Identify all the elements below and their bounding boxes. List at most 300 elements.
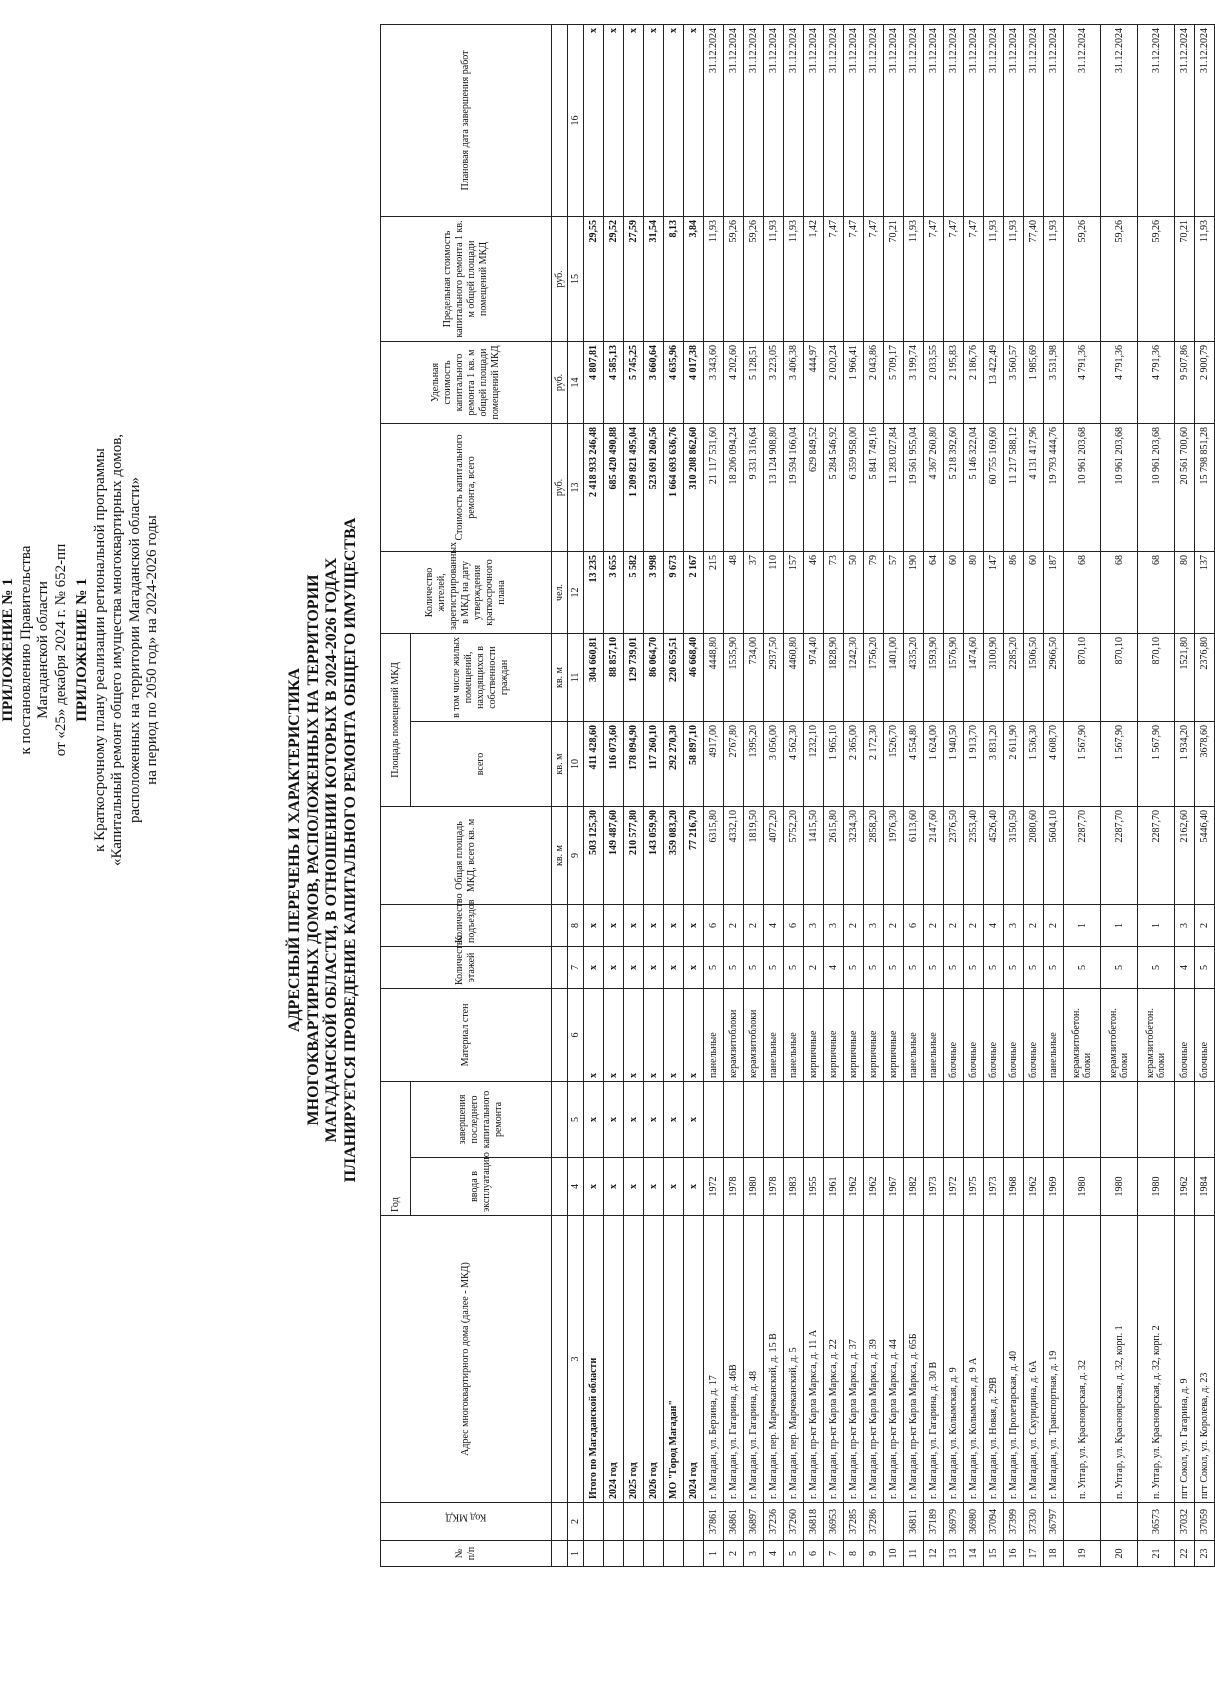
table-cell: блочные — [1024, 988, 1044, 1081]
table-cell: 2 — [844, 904, 864, 946]
table-cell — [744, 1081, 764, 1157]
table-cell: 7 — [824, 1541, 844, 1567]
table-cell: 3 660,64 — [644, 341, 664, 423]
table-cell: 110 — [764, 551, 784, 633]
header-line: «Капитальный ремонт общего имущества многоквартирных домов, — [109, 433, 125, 867]
table-cell: x — [684, 1158, 704, 1216]
table-cell: 5 146 322,04 — [964, 423, 984, 551]
table-cell — [864, 1081, 884, 1157]
table-cell: 59,26 — [1138, 216, 1175, 341]
table-cell: 4 — [1175, 946, 1195, 988]
table-cell: x — [584, 988, 604, 1081]
table-cell: 31.12.2024 — [964, 24, 984, 216]
table-cell: кирпичные — [864, 988, 884, 1081]
table-cell: 64 — [924, 551, 944, 633]
table-cell: МО "Город Магадан" — [664, 1216, 684, 1503]
table-cell: 31.12.2024 — [1138, 24, 1175, 216]
table-cell: пгт Сокол, ул. Гагарина, д. 9 — [1175, 1216, 1195, 1503]
table-cell: 1 536,30 — [1024, 721, 1044, 806]
table-cell: 2966,50 — [1044, 633, 1064, 721]
table-row — [684, 24, 704, 1566]
table-cell: блочные — [984, 988, 1004, 1081]
table-cell — [1064, 1503, 1101, 1541]
table-cell: 59,26 — [724, 216, 744, 341]
table-cell: 5 709,17 — [884, 341, 904, 423]
table-cell: панельные — [904, 988, 924, 1081]
table-cell: 4917,00 — [704, 721, 724, 806]
header-cost-total: Стоимость капитального ремонта, всего — [381, 423, 552, 551]
table-cell: 16 — [568, 24, 584, 216]
table-cell: 1 985,69 — [1024, 341, 1044, 423]
table-cell: 2 365,00 — [844, 721, 864, 806]
header-end-date: Плановая дата завершения работ — [381, 24, 552, 216]
table-cell: 5 582 — [624, 551, 644, 633]
table-row — [804, 24, 824, 1566]
table-cell: 1976,30 — [884, 806, 904, 904]
table-cell — [964, 1081, 984, 1157]
table-cell: 31.12.2024 — [1064, 24, 1101, 216]
table-cell: 2 — [1024, 904, 1044, 946]
table-cell: 4526,40 — [984, 806, 1004, 904]
table-cell: 2767,80 — [724, 721, 744, 806]
table-cell: x — [664, 1081, 684, 1157]
table-cell: 5 284 546,92 — [824, 423, 844, 551]
table-cell: 12 — [568, 551, 584, 633]
table-cell: 1969 — [1044, 1158, 1064, 1216]
table-cell: 4448,80 — [704, 633, 724, 721]
table-cell: 1232,10 — [804, 721, 824, 806]
table-cell: 3 — [1175, 904, 1195, 946]
table-cell: 6113,60 — [904, 806, 924, 904]
table-cell: 5 — [984, 946, 1004, 988]
table-cell: 37285 — [844, 1503, 864, 1541]
table-cell: 3 199,74 — [904, 341, 924, 423]
table-cell: блочные — [964, 988, 984, 1081]
table-cell: 9 — [568, 806, 584, 904]
table-cell: 68 — [1064, 551, 1101, 633]
table-cell: x — [644, 24, 664, 216]
table-row — [664, 24, 684, 1566]
table-cell: панельные — [764, 988, 784, 1081]
table-cell: 1 567,90 — [1138, 721, 1175, 806]
table-cell: 1593,90 — [924, 633, 944, 721]
table-cell — [552, 1503, 568, 1541]
header-residents: Количество жителей, зарегистрированных в МКД на дату утверждения краткосрочного плана — [381, 551, 552, 633]
table-cell: 3 831,20 — [984, 721, 1004, 806]
table-cell — [944, 1081, 964, 1157]
header-code: Код МКД — [381, 1503, 552, 1541]
table-cell: 2024 год — [684, 1216, 704, 1503]
table-cell: 870,10 — [1138, 633, 1175, 721]
table-cell: 1819,50 — [744, 806, 764, 904]
table-cell: г. Магадан, ул. Гагарина, д. 30 В — [924, 1216, 944, 1503]
table-cell: 1961 — [824, 1158, 844, 1216]
table-cell: 36980 — [964, 1503, 984, 1541]
table-row — [1138, 24, 1175, 1566]
table-cell: x — [604, 904, 624, 946]
table-cell: 1 209 821 495,04 — [624, 423, 644, 551]
table-cell: x — [664, 946, 684, 988]
table-cell: 2285,20 — [1004, 633, 1024, 721]
table-cell: x — [684, 988, 704, 1081]
table-cell: 2615,80 — [824, 806, 844, 904]
table-cell: x — [644, 904, 664, 946]
table-cell: 9 331 316,64 — [744, 423, 764, 551]
table-cell: 117 260,10 — [644, 721, 664, 806]
table-cell: 310 208 862,60 — [684, 423, 704, 551]
table-cell: 6 — [904, 904, 924, 946]
table-cell: 1474,60 — [964, 633, 984, 721]
table-cell: 4332,10 — [724, 806, 744, 904]
table-cell: 50 — [844, 551, 864, 633]
table-cell: 1401,00 — [884, 633, 904, 721]
table-cell: 31.12.2024 — [924, 24, 944, 216]
title-line: МАГАДАНСКОЙ ОБЛАСТИ, В ОТНОШЕНИИ КОТОРЫХ В 2024-2026 ГОДАХ — [323, 557, 340, 1143]
table-row — [1101, 24, 1138, 1566]
table-cell: 2 — [1044, 904, 1064, 946]
table-cell: 9 507,86 — [1175, 341, 1195, 423]
table-cell: 31.12.2024 — [724, 24, 744, 216]
table-cell: 31,54 — [644, 216, 664, 341]
table-cell: 4 791,36 — [1138, 341, 1175, 423]
table-cell: 11,93 — [904, 216, 924, 341]
table-cell: 70,21 — [884, 216, 904, 341]
table-cell: 59,26 — [1101, 216, 1138, 341]
table-cell: чел. — [552, 551, 568, 633]
table-cell: кирпичные — [844, 988, 864, 1081]
table-cell: 2 — [724, 1541, 744, 1567]
table-cell: 37094 — [984, 1503, 1004, 1541]
table-cell — [552, 1541, 568, 1567]
table-cell — [844, 1081, 864, 1157]
table-cell — [1004, 1081, 1024, 1157]
table-cell — [604, 1541, 624, 1567]
table-cell: x — [604, 1081, 624, 1157]
table-cell: 57 — [884, 551, 904, 633]
table-cell: 13 235 — [584, 551, 604, 633]
table-row — [724, 24, 744, 1566]
table-cell: 5 745,25 — [624, 341, 644, 423]
table-cell: г. Магадан, пр-кт Карла Маркса, д. 44 — [884, 1216, 904, 1503]
table-cell: г. Магадан, ул. Гагарина, д. 48 — [744, 1216, 764, 1503]
table-cell: 36818 — [804, 1503, 824, 1541]
table-cell: 1980 — [1138, 1158, 1175, 1216]
table-cell: 11,93 — [1195, 216, 1215, 341]
table-cell: 3678,60 — [1195, 721, 1215, 806]
table-cell: 37286 — [864, 1503, 884, 1541]
table-cell: кв. м — [552, 633, 568, 721]
table-cell: 4 608,70 — [1044, 721, 1064, 806]
table-cell: x — [624, 1158, 644, 1216]
table-cell: 2 — [744, 904, 764, 946]
table-cell — [552, 1081, 568, 1157]
table-row — [784, 24, 804, 1566]
table-cell: 31.12.2024 — [784, 24, 804, 216]
table-cell: 2 418 933 246,48 — [584, 423, 604, 551]
table-cell: 3 — [568, 1216, 584, 1503]
table-cell: 1967 — [884, 1158, 904, 1216]
table-cell: 4 791,36 — [1101, 341, 1138, 423]
table-cell: x — [664, 1158, 684, 1216]
table-cell: 5 — [1101, 946, 1138, 988]
table-cell: 68 — [1101, 551, 1138, 633]
table-cell: 5 — [844, 946, 864, 988]
table-cell: x — [604, 946, 624, 988]
table-cell: 11 — [904, 1541, 924, 1567]
document-header — [0, 400, 286, 900]
table-cell: 870,10 — [1064, 633, 1101, 721]
table-cell: 11,93 — [784, 216, 804, 341]
table-cell — [664, 1503, 684, 1541]
table-row — [1044, 24, 1064, 1566]
table-cell — [884, 1081, 904, 1157]
table-cell: 13 — [944, 1541, 964, 1567]
table-cell: 1983 — [784, 1158, 804, 1216]
table-cell: 116 073,60 — [604, 721, 624, 806]
table-cell: 79 — [864, 551, 884, 633]
table-cell: 2858,20 — [864, 806, 884, 904]
table-cell: панельные — [1044, 988, 1064, 1081]
table-cell: x — [644, 988, 664, 1081]
table-cell: 6 — [704, 904, 724, 946]
table-cell: x — [584, 946, 604, 988]
table-cell: 5 — [1195, 946, 1215, 988]
table-cell — [784, 1081, 804, 1157]
table-cell: 3150,50 — [1004, 806, 1024, 904]
table-row — [764, 24, 784, 1566]
table-cell: 359 083,20 — [664, 806, 684, 904]
table-cell — [684, 1541, 704, 1567]
table-cell: 86 064,70 — [644, 633, 664, 721]
table-cell: 2287,70 — [1064, 806, 1101, 904]
table-cell: 5446,40 — [1195, 806, 1215, 904]
table-cell: x — [624, 1081, 644, 1157]
header-area-group: Площадь помещений МКД — [381, 633, 411, 806]
column-numbers-row — [568, 24, 584, 1566]
table-cell: 4 554,80 — [904, 721, 924, 806]
table-cell: 1978 — [724, 1158, 744, 1216]
table-cell: 21 117 531,60 — [704, 423, 724, 551]
table-row — [584, 24, 604, 1566]
table-cell: 31.12.2024 — [864, 24, 884, 216]
table-cell — [724, 1081, 744, 1157]
table-cell: 5 — [884, 946, 904, 988]
table-cell — [552, 24, 568, 216]
table-cell: 4460,80 — [784, 633, 804, 721]
table-cell: 5 — [1138, 946, 1175, 988]
table-cell: 4072,20 — [764, 806, 784, 904]
table-cell: 59,26 — [744, 216, 764, 341]
header-address: Адрес многоквартирного дома (далее - МКД) — [381, 1216, 552, 1503]
header-year-group: Год — [381, 1081, 411, 1215]
table-cell: 2 167 — [684, 551, 704, 633]
table-cell: 48 — [724, 551, 744, 633]
table-cell — [604, 1503, 624, 1541]
table-cell: 1 965,10 — [824, 721, 844, 806]
table-row — [1175, 24, 1195, 1566]
table-cell: 215 — [704, 551, 724, 633]
table-cell: x — [664, 904, 684, 946]
table-cell: г. Магадан, пр-кт Карла Маркса, д. 65Б — [904, 1216, 924, 1503]
table-cell: 37236 — [764, 1503, 784, 1541]
table-cell: 1962 — [1175, 1158, 1195, 1216]
table-cell: 31.12.2024 — [884, 24, 904, 216]
table-cell: 31.12.2024 — [944, 24, 964, 216]
table-cell: 2 — [884, 904, 904, 946]
table-row — [984, 24, 1004, 1566]
table-cell: 1756,20 — [864, 633, 884, 721]
table-cell: г. Магадан, ул. Транспортная, д. 19 — [1044, 1216, 1064, 1503]
table-cell: 974,40 — [804, 633, 824, 721]
table-row — [924, 24, 944, 1566]
table-cell — [552, 988, 568, 1081]
table-cell: 80 — [1175, 551, 1195, 633]
table-cell — [552, 904, 568, 946]
table-cell: 59,26 — [1064, 216, 1101, 341]
table-cell: 31.12.2024 — [844, 24, 864, 216]
table-cell: 2 — [964, 904, 984, 946]
table-cell: 129 739,01 — [624, 633, 644, 721]
table-cell: пгт Сокол, ул. Королева, д. 23 — [1195, 1216, 1215, 1503]
header-year-built: ввода в эксплуатацию — [411, 1158, 552, 1216]
table-cell: 4 — [568, 1158, 584, 1216]
table-cell: 1975 — [964, 1158, 984, 1216]
table-cell: 11,93 — [984, 216, 1004, 341]
table-cell: 3 406,38 — [784, 341, 804, 423]
table-cell: 46 668,40 — [684, 633, 704, 721]
table-cell: 2 — [1195, 904, 1215, 946]
table-cell: г. Магадан, ул. Колымская, д. 9 — [944, 1216, 964, 1503]
table-cell: 5 128,51 — [744, 341, 764, 423]
table-cell: руб. — [552, 341, 568, 423]
table-cell: 2 186,76 — [964, 341, 984, 423]
table-cell: 5 — [864, 946, 884, 988]
table-cell: 10 961 203,68 — [1138, 423, 1175, 551]
table-cell: 7,47 — [844, 216, 864, 341]
table-cell: 4 — [824, 946, 844, 988]
table-cell: блочные — [944, 988, 964, 1081]
table-cell: 14 — [964, 1541, 984, 1567]
table-cell: 2937,50 — [764, 633, 784, 721]
table-cell: 2 — [924, 904, 944, 946]
table-cell: x — [664, 988, 684, 1081]
table-cell: 2287,70 — [1138, 806, 1175, 904]
table-cell: г. Магадан, пр-кт Карла Маркса, д. 37 — [844, 1216, 864, 1503]
table-cell — [1175, 1081, 1195, 1157]
table-cell: x — [584, 904, 604, 946]
table-cell: г. Магадан, пер. Марчеканский, д. 15 В — [764, 1216, 784, 1503]
table-cell: 1 — [1138, 904, 1175, 946]
table-cell: x — [604, 988, 624, 1081]
table-cell: 2 172,30 — [864, 721, 884, 806]
table-cell: п. Уптар, ул. Красноярская, д. 32, корп. 1 — [1101, 1216, 1138, 1503]
table-cell: 2353,40 — [964, 806, 984, 904]
table-cell — [584, 1503, 604, 1541]
units-row — [552, 24, 568, 1566]
table-cell: 3 343,60 — [704, 341, 724, 423]
table-cell: 4 807,81 — [584, 341, 604, 423]
table-cell: 29,52 — [604, 216, 624, 341]
table-row — [824, 24, 844, 1566]
table-cell: 7,47 — [964, 216, 984, 341]
table-cell: 3234,30 — [844, 806, 864, 904]
table-cell: x — [624, 904, 644, 946]
table-cell — [704, 1081, 724, 1157]
table-cell: 86 — [1004, 551, 1024, 633]
table-cell: 36811 — [904, 1503, 924, 1541]
table-cell: 5 218 392,60 — [944, 423, 964, 551]
table-cell: 178 094,90 — [624, 721, 644, 806]
table-cell — [1101, 1503, 1138, 1541]
table-cell: 29,55 — [584, 216, 604, 341]
table-cell: 4 791,36 — [1064, 341, 1101, 423]
table-cell — [904, 1081, 924, 1157]
table-cell: 2 — [804, 946, 824, 988]
table-cell: 18 206 094,24 — [724, 423, 744, 551]
table-cell: 4 562,30 — [784, 721, 804, 806]
table-cell: x — [684, 24, 704, 216]
table-cell: 5 — [568, 1081, 584, 1157]
table-cell: 19 — [1064, 1541, 1101, 1567]
header-line: расположенных на территории Магаданской области» — [126, 476, 143, 824]
table-cell: 18 — [1044, 1541, 1064, 1567]
table-cell: 1 913,70 — [964, 721, 984, 806]
table-cell: 304 660,81 — [584, 633, 604, 721]
table-cell: 1535,90 — [724, 633, 744, 721]
table-cell: 19 793 444,76 — [1044, 423, 1064, 551]
table-cell: панельные — [784, 988, 804, 1081]
table-cell: 3 223,05 — [764, 341, 784, 423]
table-cell: 1242,30 — [844, 633, 864, 721]
table-cell: 187 — [1044, 551, 1064, 633]
table-cell: г. Магадан, ул. Скуридина, д. 6А — [1024, 1216, 1044, 1503]
table-cell: 8 — [844, 1541, 864, 1567]
table-cell: керамзитобетон. блоки — [1138, 988, 1175, 1081]
table-cell — [664, 1541, 684, 1567]
header-cost-limit: Предельная стоимость капитального ремонта 1 кв. м общей площади помещений МКД — [381, 216, 552, 341]
table-cell: 5 — [1024, 946, 1044, 988]
table-cell: 7,47 — [944, 216, 964, 341]
header-line: ПРИЛОЖЕНИЕ № 1 — [74, 578, 90, 722]
table-cell: 2376,50 — [944, 806, 964, 904]
table-cell: 31.12.2024 — [804, 24, 824, 216]
table-cell: 1 — [1101, 904, 1138, 946]
table-cell: 31.12.2024 — [1195, 24, 1215, 216]
header-row-1 — [381, 24, 411, 1566]
table-cell: 7 — [568, 946, 584, 988]
table-cell: 9 673 — [664, 551, 684, 633]
table-cell: 411 428,60 — [584, 721, 604, 806]
table-cell: 1 934,20 — [1175, 721, 1195, 806]
table-cell: 2 033,55 — [924, 341, 944, 423]
table-cell: 1962 — [864, 1158, 884, 1216]
table-cell: 1980 — [1064, 1158, 1101, 1216]
table-cell: панельные — [924, 988, 944, 1081]
table-cell: 19 594 166,04 — [784, 423, 804, 551]
table-cell: 5 — [724, 946, 744, 988]
table-cell: 60 — [944, 551, 964, 633]
table-cell: 37861 — [704, 1503, 724, 1541]
table-cell: 1962 — [1024, 1158, 1044, 1216]
table-cell: 5 — [1064, 946, 1101, 988]
table-cell: 11,93 — [764, 216, 784, 341]
table-cell: 1 940,50 — [944, 721, 964, 806]
table-row — [644, 24, 664, 1566]
header-total-area: Общая площадь МКД, всего кв. м — [381, 806, 552, 904]
table-cell: 11 283 027,84 — [884, 423, 904, 551]
table-row — [604, 24, 624, 1566]
table-cell — [884, 1503, 904, 1541]
